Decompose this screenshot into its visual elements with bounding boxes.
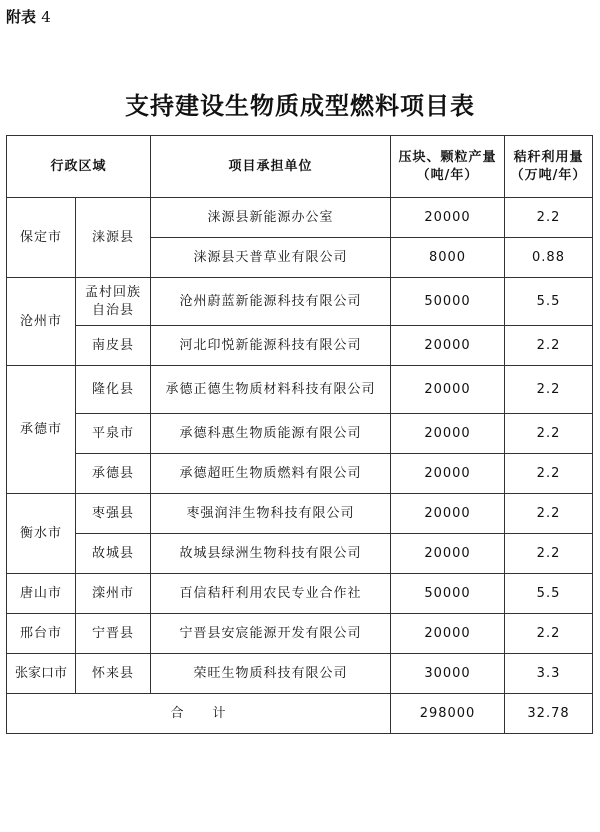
city-cell: 沧州市 [7,278,76,366]
output-cell: 8000 [391,238,505,278]
city-cell: 保定市 [7,198,76,278]
table-row [7,614,593,654]
table-row [7,366,593,414]
county-cell: 故城县 [76,534,151,574]
county-cell: 枣强县 [76,494,151,534]
straw-cell: 2.2 [505,326,593,366]
straw-cell: 2.2 [505,414,593,454]
output-cell: 20000 [391,366,505,414]
unit-cell: 宁晋县安宸能源开发有限公司 [151,614,391,654]
table-row [7,278,593,326]
table-row [7,654,593,694]
table-header-row [7,136,593,198]
straw-cell: 2.2 [505,494,593,534]
county-cell: 孟村回族自治县 [76,278,151,326]
unit-cell: 涞源县新能源办公室 [151,198,391,238]
header-output: 压块、颗粒产量（吨/年） [391,136,505,198]
county-cell: 涞源县 [76,198,151,278]
unit-cell: 枣强润沣生物科技有限公司 [151,494,391,534]
table-row [7,414,593,454]
project-table [6,135,593,734]
output-cell: 20000 [391,414,505,454]
city-cell: 衡水市 [7,494,76,574]
county-cell: 滦州市 [76,574,151,614]
table-row [7,574,593,614]
straw-cell: 2.2 [505,614,593,654]
page-title: 支持建设生物质成型燃料项目表 [125,91,475,120]
output-cell: 30000 [391,654,505,694]
straw-cell: 0.88 [505,238,593,278]
table-row [7,534,593,574]
county-cell: 平泉市 [76,414,151,454]
unit-cell: 百信秸秆利用农民专业合作社 [151,574,391,614]
table-row [7,454,593,494]
table-row [7,326,593,366]
table-row [7,494,593,534]
straw-cell: 2.2 [505,534,593,574]
output-cell: 20000 [391,494,505,534]
unit-cell: 涞源县天普草业有限公司 [151,238,391,278]
output-cell: 20000 [391,326,505,366]
header-straw: 秸秆利用量（万吨/年） [505,136,593,198]
output-cell: 50000 [391,574,505,614]
unit-cell: 沧州蔚蓝新能源科技有限公司 [151,278,391,326]
unit-cell: 故城县绿洲生物科技有限公司 [151,534,391,574]
city-cell: 承德市 [7,366,76,494]
output-cell: 20000 [391,534,505,574]
county-cell: 隆化县 [76,366,151,414]
unit-cell: 承德科惠生物质能源有限公司 [151,414,391,454]
annex-label [6,6,51,27]
unit-cell: 承德超旺生物质燃料有限公司 [151,454,391,494]
output-cell: 20000 [391,614,505,654]
unit-cell: 河北印悦新能源科技有限公司 [151,326,391,366]
county-cell: 宁晋县 [76,614,151,654]
city-cell: 邢台市 [7,614,76,654]
total-straw: 32.78 [505,694,593,734]
total-output: 298000 [391,694,505,734]
city-cell: 张家口市 [7,654,76,694]
unit-cell: 荣旺生物质科技有限公司 [151,654,391,694]
header-region: 行政区域 [7,136,151,198]
straw-cell: 2.2 [505,198,593,238]
header-unit: 项目承担单位 [151,136,391,198]
city-cell: 唐山市 [7,574,76,614]
total-row [7,694,593,734]
unit-cell: 承德正德生物质材料科技有限公司 [151,366,391,414]
output-cell: 20000 [391,454,505,494]
county-cell: 怀来县 [76,654,151,694]
straw-cell: 5.5 [505,574,593,614]
annex-number: 4 [41,8,51,26]
straw-cell: 3.3 [505,654,593,694]
table-row [7,198,593,238]
county-cell: 承德县 [76,454,151,494]
annex-label-text: 附表 [6,8,37,26]
straw-cell: 2.2 [505,454,593,494]
straw-cell: 2.2 [505,366,593,414]
county-cell: 南皮县 [76,326,151,366]
output-cell: 20000 [391,198,505,238]
straw-cell: 5.5 [505,278,593,326]
output-cell: 50000 [391,278,505,326]
total-label: 合 计 [7,694,391,734]
